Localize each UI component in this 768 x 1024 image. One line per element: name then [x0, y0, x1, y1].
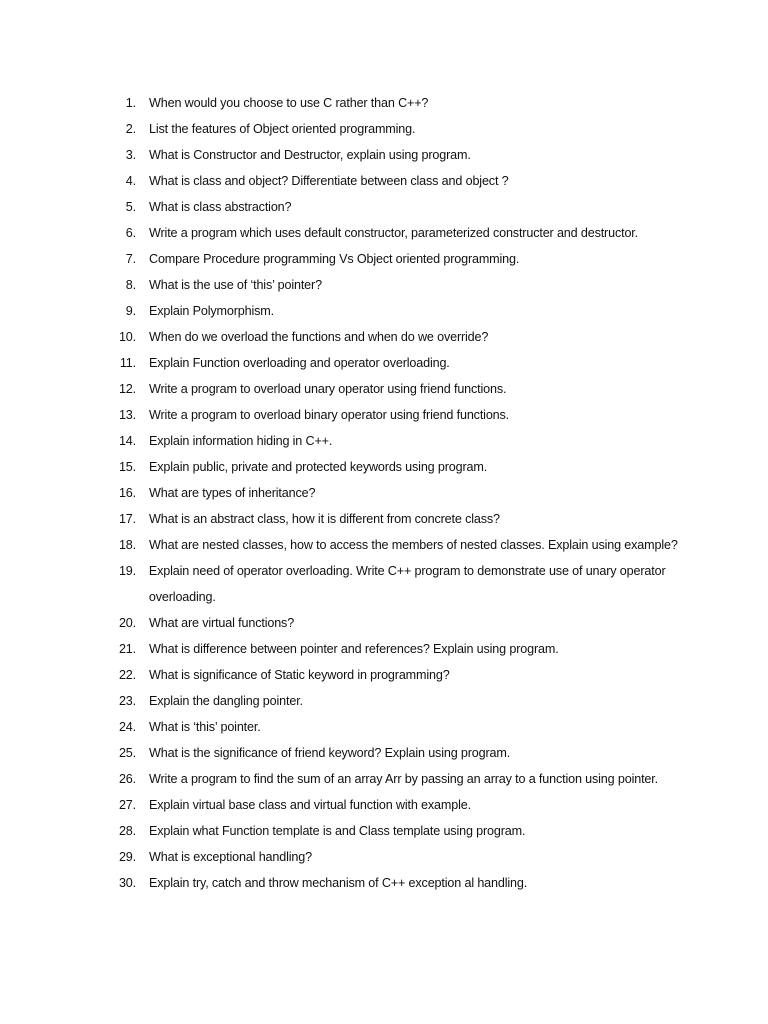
item-text: Explain try, catch and throw mechanism of C++ exception al handling.	[149, 876, 528, 890]
item-text: What is ‘this’ pointer.	[149, 720, 261, 734]
list-item	[100, 740, 690, 766]
list-item	[100, 766, 690, 792]
item-number: 13.	[118, 408, 136, 422]
item-number: 2.	[125, 122, 136, 136]
item-number: 17.	[118, 512, 136, 526]
item-text: Compare Procedure programming Vs Object oriented programming.	[149, 252, 520, 266]
item-text: Explain virtual base class and virtual function with example.	[149, 798, 471, 812]
list-item	[100, 792, 690, 818]
list-item	[100, 350, 690, 376]
item-number: 16.	[118, 486, 136, 500]
list-item	[100, 116, 690, 142]
item-text: What are virtual functions?	[149, 616, 295, 630]
item-number: 30.	[118, 876, 136, 890]
item-number: 11.	[119, 356, 136, 370]
item-number: 25.	[118, 746, 136, 760]
question-list	[100, 90, 690, 896]
list-item	[100, 714, 690, 740]
list-item	[100, 558, 690, 610]
list-item	[100, 298, 690, 324]
item-number: 22.	[118, 668, 136, 682]
item-text: Explain Polymorphism.	[149, 304, 274, 318]
item-text: Explain information hiding in C++.	[149, 434, 333, 448]
list-item	[100, 142, 690, 168]
item-number: 15.	[118, 460, 136, 474]
item-text: What is the significance of friend keyword? Explain using program.	[149, 746, 511, 760]
item-text: When would you choose to use C rather than C++?	[149, 96, 429, 110]
list-item	[100, 168, 690, 194]
list-item	[100, 194, 690, 220]
item-number: 19.	[118, 564, 136, 578]
list-item	[100, 818, 690, 844]
item-number: 14.	[118, 434, 136, 448]
list-item	[100, 844, 690, 870]
item-number: 26.	[118, 772, 136, 786]
item-number: 29.	[118, 850, 136, 864]
item-text: What are nested classes, how to access the members of nested classes. Explain using example?	[149, 538, 678, 552]
list-item	[100, 272, 690, 298]
item-text: Explain what Function template is and Class template using program.	[149, 824, 526, 838]
list-item	[100, 480, 690, 506]
item-text: When do we overload the functions and when do we override?	[149, 330, 489, 344]
list-item	[100, 90, 690, 116]
list-item	[100, 636, 690, 662]
item-number: 28.	[118, 824, 136, 838]
item-text: What is Constructor and Destructor, explain using program.	[149, 148, 471, 162]
item-number: 6.	[125, 226, 136, 240]
item-number: 23.	[118, 694, 136, 708]
list-item	[100, 532, 690, 558]
item-text: Explain public, private and protected keywords using program.	[149, 460, 488, 474]
item-number: 18.	[118, 538, 136, 552]
item-number: 21.	[118, 642, 136, 656]
list-item	[100, 454, 690, 480]
item-number: 20.	[118, 616, 136, 630]
item-number: 7.	[125, 252, 136, 266]
item-text: What is the use of ‘this’ pointer?	[149, 278, 322, 292]
item-text: Write a program to overload unary operator using friend functions.	[149, 382, 507, 396]
item-text: What is an abstract class, how it is different from concrete class?	[149, 512, 500, 526]
list-item	[100, 402, 690, 428]
item-number: 3.	[125, 148, 136, 162]
item-text: Write a program to overload binary operator using friend functions.	[149, 408, 510, 422]
item-number: 8.	[125, 278, 136, 292]
item-text: What is significance of Static keyword in programming?	[149, 668, 450, 682]
item-text: What is exceptional handling?	[149, 850, 312, 864]
list-item	[100, 870, 690, 896]
item-number: 27.	[118, 798, 136, 812]
item-number: 1.	[125, 96, 136, 110]
item-number: 9.	[125, 304, 136, 318]
item-text: Explain Function overloading and operator overloading.	[149, 356, 450, 370]
list-item	[100, 610, 690, 636]
list-item	[100, 506, 690, 532]
item-number: 10.	[118, 330, 136, 344]
list-item	[100, 428, 690, 454]
item-text: Explain need of operator overloading. Write C++ program to demonstrate use of unary operator overloading.	[148, 564, 666, 604]
item-text: What is difference between pointer and references? Explain using program.	[149, 642, 559, 656]
list-item	[100, 220, 690, 246]
item-text: What is class abstraction?	[149, 200, 292, 214]
item-number: 4.	[125, 174, 136, 188]
item-text: Write a program which uses default constructor, parameterized constructer and destructor.	[149, 226, 639, 240]
item-text: Write a program to find the sum of an array Arr by passing an array to a function using pointer.	[149, 772, 658, 786]
item-text: Explain the dangling pointer.	[149, 694, 303, 708]
list-item	[100, 246, 690, 272]
item-text: What is class and object? Differentiate between class and object ?	[149, 174, 509, 188]
list-item	[100, 324, 690, 350]
item-number: 12.	[118, 382, 136, 396]
item-number: 5.	[125, 200, 136, 214]
list-item	[100, 662, 690, 688]
item-number: 24.	[118, 720, 136, 734]
list-item	[100, 376, 690, 402]
list-item	[100, 688, 690, 714]
item-text: List the features of Object oriented programming.	[149, 122, 416, 136]
item-text: What are types of inheritance?	[149, 486, 316, 500]
